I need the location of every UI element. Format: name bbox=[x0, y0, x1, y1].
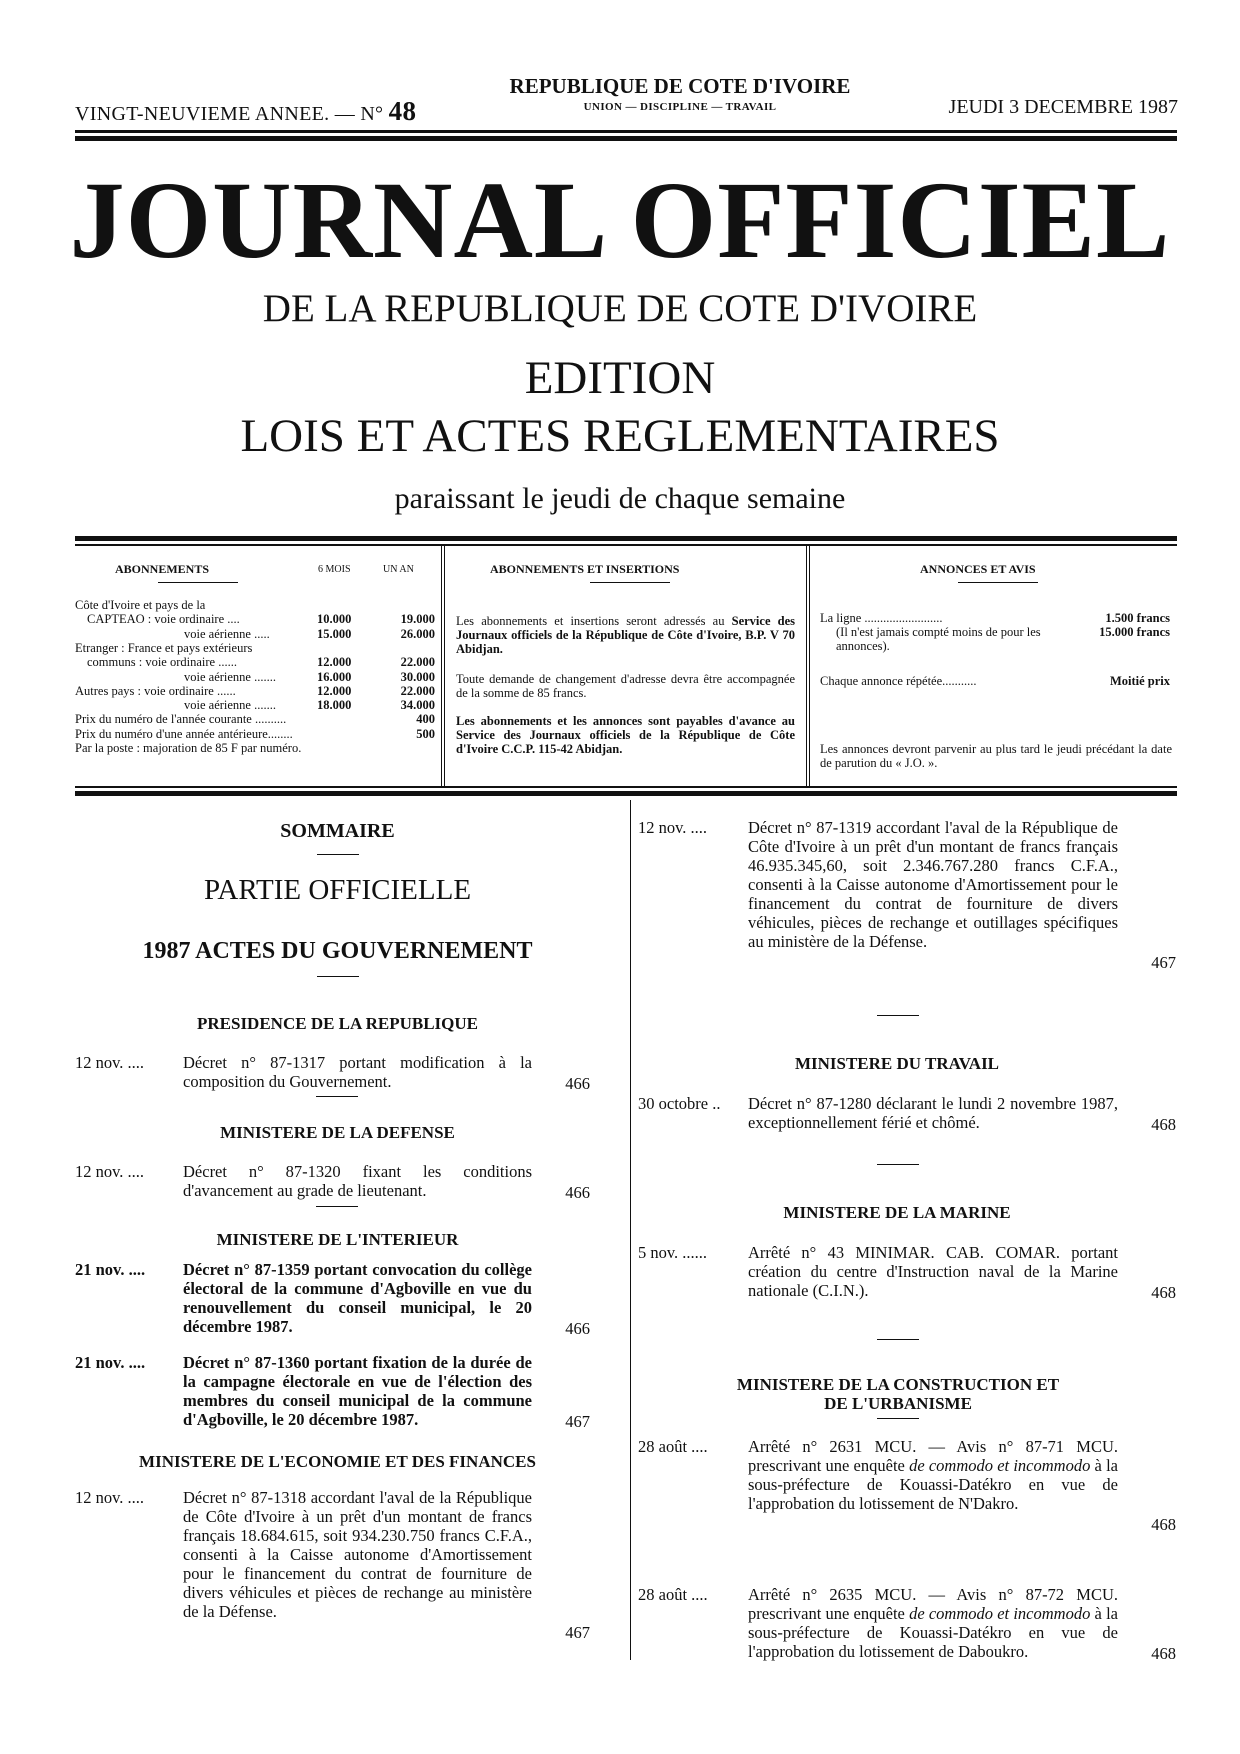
section-title: MINISTERE DE LA MARINE bbox=[783, 1203, 1011, 1222]
rate-row bbox=[75, 698, 438, 712]
sommaire-entry bbox=[75, 1260, 590, 1336]
actes-underline bbox=[317, 976, 359, 977]
section-title: MINISTERE DU TRAVAIL bbox=[794, 1054, 1000, 1073]
entry-date: 21 nov. .... bbox=[75, 1353, 146, 1372]
col-6mois: 6 MOIS bbox=[318, 564, 351, 575]
rate-label: Autres pays : voie ordinaire ...... bbox=[75, 683, 236, 698]
edition-label: EDITION bbox=[524, 352, 716, 404]
insertions-underline bbox=[590, 582, 670, 583]
rate-row bbox=[75, 598, 438, 612]
issue-number: 48 bbox=[388, 96, 417, 126]
entry-date: 12 nov. .... bbox=[75, 1488, 145, 1507]
rate-row bbox=[75, 641, 438, 655]
entry-text-part: Arrêté n° 2635 MCU. — Avis n° 87-72 MCU. prescrivant une enquête bbox=[748, 1585, 1118, 1623]
entry-text: Arrêté n° 43 MINIMAR. CAB. COMAR. portant création du centre d'Instruction naval de la Marine nationale (C.I.N.). bbox=[748, 1243, 1118, 1300]
issue-prefix: VINGT-NEUVIEME ANNEE. — N° bbox=[75, 103, 384, 125]
sommaire-entry bbox=[638, 1243, 1176, 1300]
rate-un-an: 26.000 bbox=[400, 626, 435, 641]
annonces-deadline: Les annonces devront parvenir au plus tard le jeudi précédant la date de parution du « J.O. ». bbox=[820, 742, 1172, 770]
rate-un-an: 500 bbox=[416, 726, 435, 741]
repeat-price: Moitié prix bbox=[1109, 674, 1170, 688]
actes-heading: 1987 ACTES DU GOUVERNEMENT bbox=[142, 938, 533, 964]
col-un-an: UN AN bbox=[383, 564, 414, 575]
entry-page: 466 bbox=[565, 1183, 590, 1202]
entry-page: 468 bbox=[1151, 1515, 1176, 1534]
rate-label: voie aérienne ....... bbox=[184, 669, 276, 684]
rate-row bbox=[75, 612, 438, 626]
republic-name: REPUBLIQUE DE COTE D'IVOIRE bbox=[509, 74, 851, 98]
box-bottom-rule-thin bbox=[75, 786, 1177, 788]
entry-page: 468 bbox=[1151, 1644, 1176, 1663]
entry-page: 468 bbox=[1151, 1115, 1176, 1134]
entry-page: 467 bbox=[565, 1623, 590, 1642]
rate-label: Côte d'Ivoire et pays de la bbox=[75, 598, 206, 612]
rate-row bbox=[75, 741, 438, 755]
rate-un-an: 400 bbox=[416, 712, 435, 727]
sommaire-entry bbox=[638, 1585, 1176, 1661]
section-underline bbox=[316, 1096, 358, 1097]
rate-un-an: 19.000 bbox=[400, 612, 435, 627]
section-title: MINISTERE DE LA CONSTRUCTION ET DE L'URBANISME bbox=[736, 1375, 1060, 1413]
entry-page: 468 bbox=[1151, 1283, 1176, 1302]
annonces-underline bbox=[958, 582, 1038, 583]
entry-text bbox=[748, 1585, 1118, 1661]
abonnements-underline bbox=[158, 582, 238, 583]
national-motto: UNION — DISCIPLINE — TRAVAIL bbox=[583, 101, 777, 113]
publication-frequency: paraissant le jeudi de chaque semaine bbox=[394, 482, 846, 515]
entry-page: 466 bbox=[565, 1319, 590, 1338]
box-bottom-rule bbox=[75, 791, 1177, 796]
annonces-heading: ANNONCES ET AVIS bbox=[920, 562, 1036, 576]
sommaire-heading: SOMMAIRE bbox=[280, 820, 395, 842]
section-underline bbox=[877, 1339, 919, 1340]
sommaire-entry bbox=[75, 1162, 590, 1200]
sommaire-entry bbox=[638, 1094, 1176, 1132]
rate-un-an: 22.000 bbox=[400, 683, 435, 698]
entry-text: Décret n° 87-1360 portant fixation de la durée de la campagne électorale en vue de l'élection des membres du conseil municipal de la commune d'Agboville, le 20 décembre 1987. bbox=[183, 1353, 532, 1429]
rate-6-mois: 12.000 bbox=[317, 655, 352, 670]
rate-un-an: 30.000 bbox=[400, 669, 435, 684]
partie-officielle: PARTIE OFFICIELLE bbox=[203, 874, 472, 906]
entry-page: 467 bbox=[1151, 953, 1176, 972]
insertions-address-bold: Service des Journaux officiels de la République de Côte d'Ivoire, B.P. V 70 Abidjan. bbox=[456, 614, 795, 656]
journal-subtitle: DE LA REPUBLIQUE DE COTE D'IVOIRE bbox=[262, 287, 978, 330]
sommaire-entry bbox=[75, 1488, 590, 1640]
section-title: MINISTERE DE L'INTERIEUR bbox=[216, 1230, 459, 1249]
repeat-label: Chaque annonce répétée........... bbox=[820, 674, 977, 688]
section-underline bbox=[316, 1206, 358, 1207]
entry-text: Décret n° 87-1318 accordant l'aval de la République de Côte d'Ivoire à un prêt d'un montant de francs français 18.684.615, soit 934.230.750 francs C.F.A., consenti à la Caisse autonome d'Amortissement pour le financement du contrat de fourniture de divers véhicules et pièces de rechange au ministère de la Défense. bbox=[183, 1488, 532, 1621]
sommaire-underline bbox=[317, 854, 359, 855]
issue-line bbox=[75, 96, 416, 127]
abonnements-heading: ABONNEMENTS bbox=[115, 562, 210, 576]
box-divider-1 bbox=[441, 546, 442, 786]
entry-text-part: Arrêté n° 2631 MCU. — Avis n° 87-71 MCU. prescrivant une enquête bbox=[748, 1437, 1118, 1475]
section-underline bbox=[877, 1164, 919, 1165]
section-title: PRESIDENCE DE LA REPUBLIQUE bbox=[196, 1014, 479, 1033]
box-divider-1b bbox=[444, 546, 445, 786]
entry-text: Décret n° 87-1319 accordant l'aval de la République de Côte d'Ivoire à un prêt d'un montant de francs français 46.935.345,60, soit 2.346.767.280 francs C.F.A., consenti à la Caisse autonome d'Amortissement pour le financement du contrat de fourniture de divers véhicules, pièces de rechange et outillages spécifiques au ministère de la Défense. bbox=[748, 818, 1118, 951]
entry-text-part: à la sous-préfecture de Kouassi-Datékro en vue de l'approbation du lotissement de N'Dakro. bbox=[748, 1456, 1118, 1513]
rate-6-mois: 16.000 bbox=[317, 669, 352, 684]
rate-row bbox=[75, 727, 438, 741]
republic-block bbox=[480, 74, 880, 113]
rate-row bbox=[75, 655, 438, 669]
column-divider bbox=[630, 800, 631, 1660]
minimum-price: 15.000 francs bbox=[1099, 625, 1170, 639]
rate-row bbox=[75, 684, 438, 698]
rate-label: Prix du numéro d'une année antérieure........ bbox=[75, 726, 293, 741]
entry-date: 12 nov. .... bbox=[75, 1162, 145, 1181]
box-divider-2b bbox=[809, 546, 810, 786]
rate-label: Par la poste : majoration de 85 F par numéro. bbox=[75, 741, 302, 755]
sommaire-entry bbox=[75, 1353, 590, 1429]
entry-text: Décret n° 87-1359 portant convocation du collège électoral de la commune d'Agboville en vue du renouvellement du conseil municipal, le 20 décembre 1987. bbox=[183, 1260, 532, 1336]
entry-text: Décret n° 87-1280 déclarant le lundi 2 novembre 1987, exceptionnellement férié et chômé. bbox=[748, 1094, 1118, 1132]
entry-date: 28 août .... bbox=[638, 1585, 708, 1604]
entry-date: 5 nov. ...... bbox=[638, 1243, 708, 1262]
entry-page: 466 bbox=[565, 1074, 590, 1093]
rate-6-mois: 15.000 bbox=[317, 626, 352, 641]
rate-label: voie aérienne ..... bbox=[184, 626, 270, 641]
entry-text-italic: de commodo et incommodo bbox=[909, 1604, 1091, 1623]
header-rule bbox=[75, 130, 1177, 133]
section-underline bbox=[877, 1015, 919, 1016]
sommaire-entry bbox=[638, 818, 1176, 970]
entry-date: 28 août .... bbox=[638, 1437, 708, 1456]
rate-label: CAPTEAO : voie ordinaire .... bbox=[87, 612, 240, 627]
insertions-address-change: Toute demande de changement d'adresse devra être accompagnée de la somme de 85 francs. bbox=[456, 672, 795, 700]
sommaire-entry bbox=[75, 1053, 590, 1091]
box-top-rule bbox=[75, 536, 1177, 541]
rate-row bbox=[75, 712, 438, 726]
rate-6-mois: 12.000 bbox=[317, 683, 352, 698]
rate-row bbox=[75, 627, 438, 641]
edition-name: LOIS ET ACTES REGLEMENTAIRES bbox=[240, 410, 1000, 462]
rate-6-mois: 18.000 bbox=[317, 698, 352, 713]
box-divider-2 bbox=[806, 546, 807, 786]
entry-text-italic: de commodo et incommodo bbox=[909, 1456, 1091, 1475]
entry-page: 467 bbox=[565, 1412, 590, 1431]
entry-date: 21 nov. .... bbox=[75, 1260, 146, 1279]
section-title: MINISTERE DE LA DEFENSE bbox=[220, 1123, 455, 1142]
header-rule-thick bbox=[75, 136, 1177, 141]
rate-row bbox=[75, 670, 438, 684]
ligne-price: 1.500 francs bbox=[1105, 611, 1170, 625]
rate-label: Etranger : France et pays extérieurs bbox=[75, 640, 253, 655]
rate-un-an: 34.000 bbox=[400, 698, 435, 713]
insertions-heading: ABONNEMENTS ET INSERTIONS bbox=[490, 562, 680, 576]
sommaire-entry bbox=[638, 1437, 1176, 1532]
entry-date: 12 nov. .... bbox=[75, 1053, 145, 1072]
issue-date: JEUDI 3 DECEMBRE 1987 bbox=[948, 96, 1178, 118]
entry-text-part: à la sous-préfecture de Kouassi-Datékro en vue de l'approbation du lotissement de Daboukro. bbox=[748, 1604, 1118, 1661]
entry-text bbox=[748, 1437, 1118, 1513]
insertions-address bbox=[456, 614, 795, 656]
entry-date: 12 nov. .... bbox=[638, 818, 708, 837]
section-underline bbox=[877, 1418, 919, 1419]
rate-un-an: 22.000 bbox=[400, 655, 435, 670]
ligne-label: La ligne ......................... bbox=[820, 611, 943, 625]
entry-text: Décret n° 87-1317 portant modification à la composition du Gouvernement. bbox=[183, 1053, 532, 1091]
rate-label: communs : voie ordinaire ...... bbox=[87, 655, 237, 670]
insertions-payment: Les abonnements et les annonces sont payables d'avance au Service des Journaux officiels de la République de Côte d'Ivoire C.C.P. 115-42 Abidjan. bbox=[456, 714, 795, 756]
box-top-rule-thin bbox=[75, 544, 1177, 546]
rate-6-mois: 10.000 bbox=[317, 612, 352, 627]
rate-label: voie aérienne ....... bbox=[184, 698, 276, 713]
rate-label: Prix du numéro de l'année courante .......... bbox=[75, 712, 287, 727]
entry-text: Décret n° 87-1320 fixant les conditions d'avancement au grade de lieutenant. bbox=[183, 1162, 532, 1200]
insertions-address-text: Les abonnements et insertions seront adressés au bbox=[456, 614, 725, 628]
entry-date: 30 octobre .. bbox=[638, 1094, 721, 1113]
ligne-note: (Il n'est jamais compté moins de pour les annonces). bbox=[836, 625, 1041, 653]
section-title: MINISTERE DE L'ECONOMIE ET DES FINANCES bbox=[139, 1452, 536, 1471]
journal-title: JOURNAL OFFICIEL bbox=[69, 159, 1171, 281]
